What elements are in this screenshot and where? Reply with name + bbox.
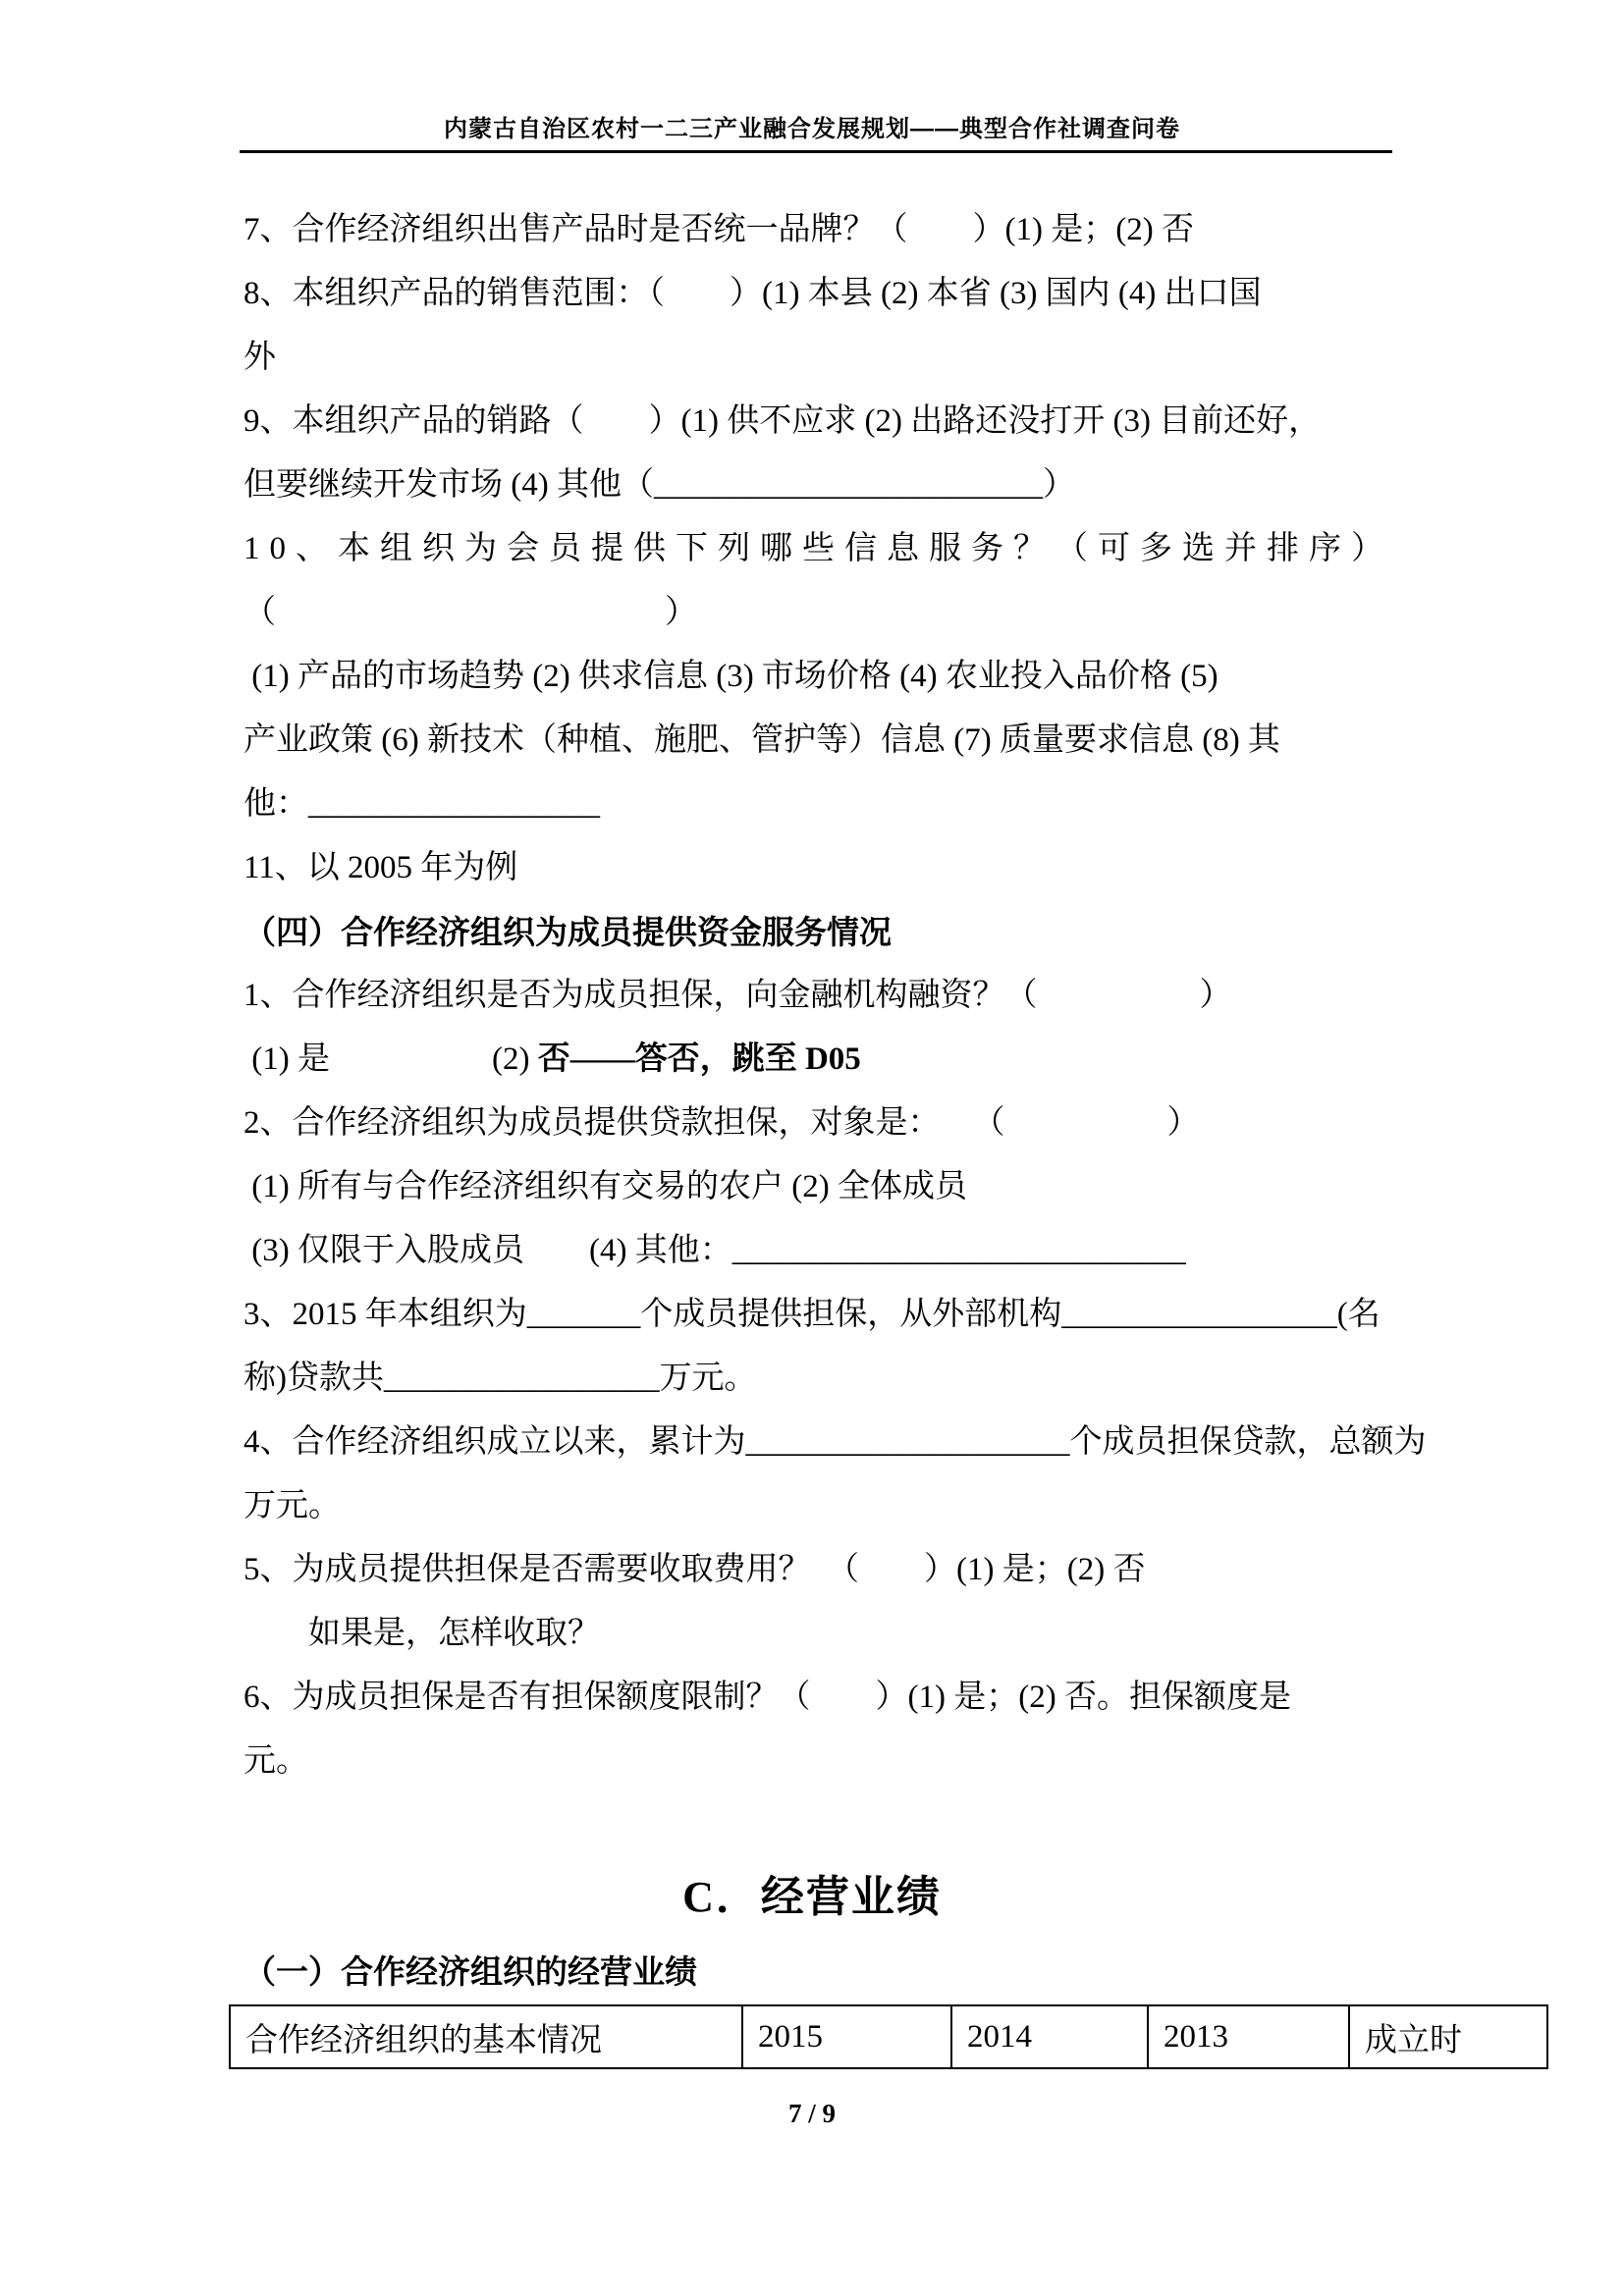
- table-header-2013: 2013: [1148, 2005, 1349, 2068]
- question-d6-continued: 元。: [244, 1743, 308, 1779]
- question-10-answer-blank: （ ）: [244, 595, 697, 630]
- question-d2-options: (1) 所有与合作经济组织有交易的农户 (2) 全体成员: [244, 1169, 967, 1204]
- question-9-continued: 但要继续开发市场 (4) 其他（________________________）: [244, 467, 1075, 503]
- question-d2: 2、合作经济组织为成员提供贷款担保，对象是： （ ）: [244, 1105, 1200, 1141]
- question-d1-options: [244, 1028, 1386, 1092]
- page-number: 7 / 9: [787, 2099, 836, 2128]
- section-c-title: C．经营业绩: [682, 1873, 942, 1921]
- question-d3-continued: 称)贷款共_________________万元。: [244, 1361, 757, 1396]
- question-10-options: (1) 产品的市场趋势 (2) 供求信息 (3) 市场价格 (4) 农业投入品价格 (5): [244, 659, 1218, 694]
- question-d4: 4、合作经济组织成立以来，累计为____________________个成员担保贷款，总额为: [244, 1424, 1427, 1460]
- question-d1-option-no-skip: 否——答否，跳至 D05: [537, 1041, 861, 1077]
- header-divider: [240, 150, 1392, 153]
- question-11: 11、以 2005 年为例: [244, 850, 518, 885]
- question-8-continued: 外: [244, 340, 276, 375]
- table-header-basic-info: 合作经济组织的基本情况: [230, 2005, 742, 2068]
- question-d2-options-continued: (3) 仅限于入股成员 (4) 其他：____________________________: [244, 1233, 1186, 1268]
- question-10: 10、本组织为会员提供下列哪些信息服务？（可多选并排序）: [244, 531, 1393, 566]
- question-d5-followup: 如果是，怎样收取？: [244, 1616, 600, 1651]
- table-header-2014: 2014: [951, 2005, 1148, 2068]
- question-7: 7、合作经济组织出售产品时是否统一品牌？（ ）(1) 是；(2) 否: [244, 212, 1194, 247]
- question-d5: 5、为成员提供担保是否需要收取费用？ （ ）(1) 是；(2) 否: [244, 1552, 1146, 1587]
- questionnaire-body: [244, 198, 1427, 1793]
- table-header-row: [230, 2005, 1547, 2068]
- subsection-1-heading: （一）合作经济组织的经营业绩: [244, 1953, 697, 1990]
- question-8: 8、本组织产品的销售范围：（ ）(1) 本县 (2) 本省 (3) 国内 (4) 出口国: [244, 276, 1262, 311]
- table-header-2015: 2015: [742, 2005, 951, 2068]
- question-10-options-other: 他：__________________: [244, 786, 600, 822]
- question-d3: 3、2015 年本组织为_______个成员提供担保，从外部机构_________________(名: [244, 1297, 1380, 1332]
- question-d4-continued: 万元。: [244, 1488, 341, 1523]
- document-header-title: 内蒙古自治区农村一二三产业融合发展规划——典型合作社调查问卷: [444, 116, 1180, 142]
- question-d1: 1、合作经济组织是否为成员担保，向金融机构融资？（ ）: [244, 978, 1232, 1013]
- question-d1-option-yes: (1) 是 (2): [244, 1041, 538, 1077]
- table-header-founding: 成立时: [1349, 2005, 1547, 2068]
- performance-table: [229, 2004, 1548, 2069]
- question-d6: 6、为成员担保是否有担保额度限制？（ ）(1) 是；(2) 否。担保额度是: [244, 1680, 1291, 1715]
- question-10-options-continued: 产业政策 (6) 新技术（种植、施肥、管护等）信息 (7) 质量要求信息 (8) 其: [244, 722, 1280, 758]
- question-9: 9、本组织产品的销路（ ）(1) 供不应求 (2) 出路还没打开 (3) 目前还好，: [244, 403, 1322, 439]
- section-4-heading: （四）合作经济组织为成员提供资金服务情况: [244, 914, 892, 950]
